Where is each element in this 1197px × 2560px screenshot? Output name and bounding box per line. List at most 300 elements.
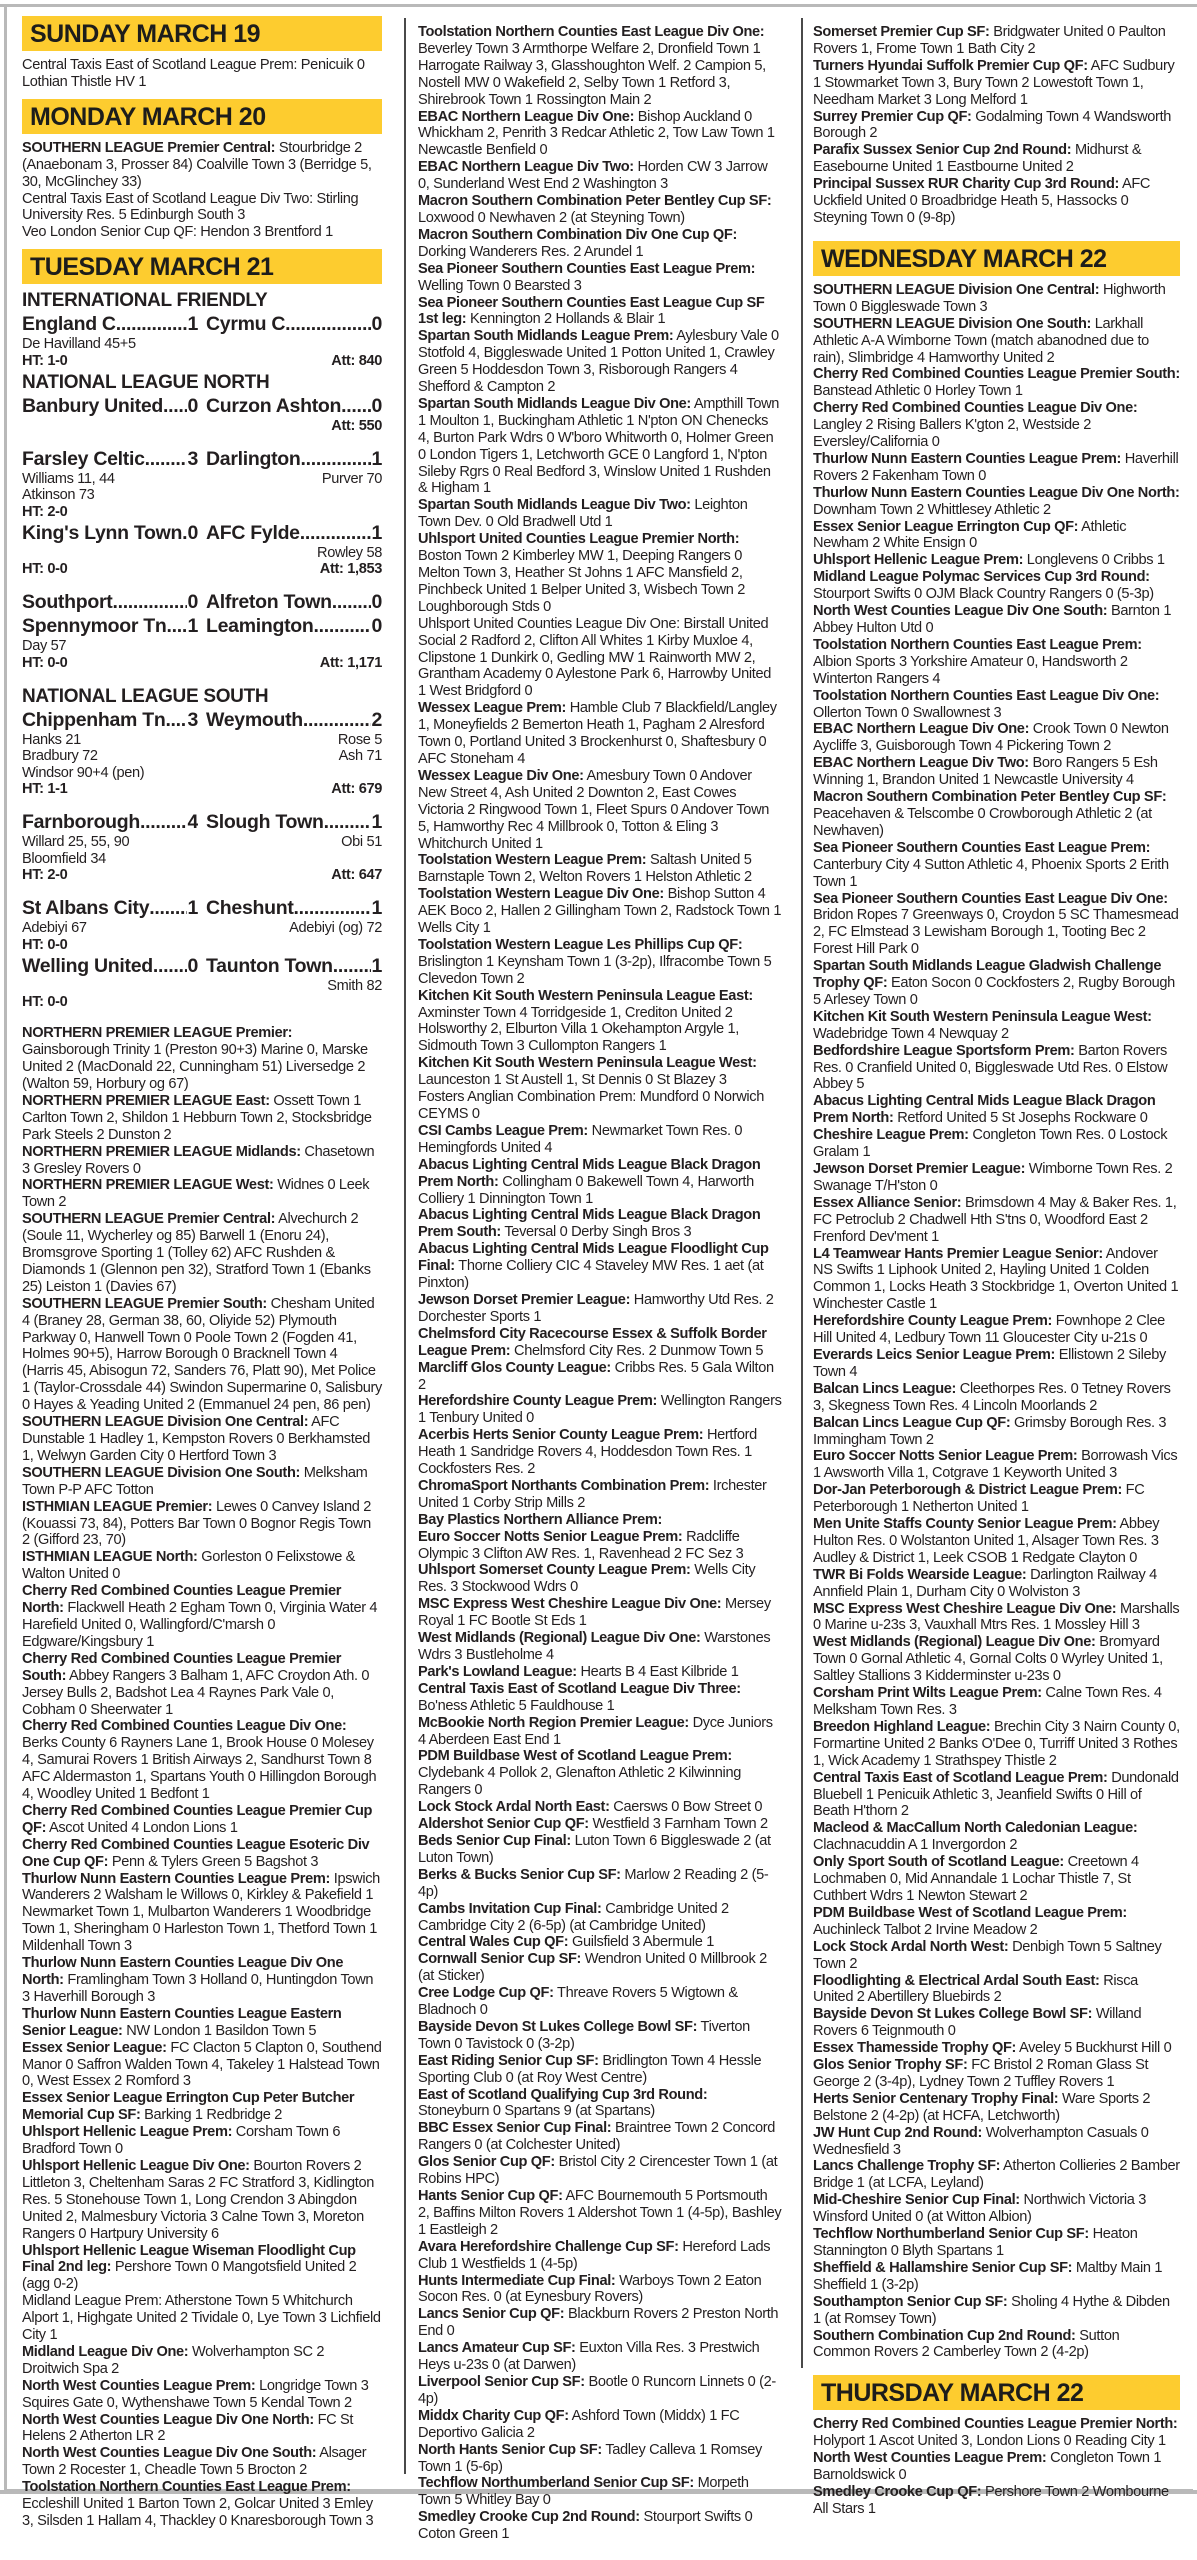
result-entry	[22, 1718, 382, 1803]
scoreline	[22, 590, 382, 614]
match-meta	[22, 994, 382, 1011]
league-name: NORTHERN PREMIER LEAGUE Midlands:	[22, 1143, 301, 1160]
league-name: Parafix Sussex Senior Cup 2nd Round:	[813, 142, 1072, 159]
match-results: Ossett Town 1 Carlton Town 2, Shildon 1 Hebburn Town 2, Stocksbridge Park Steels 2 Dunston 2	[22, 1092, 372, 1143]
match-results: Larkhall Athletic A-A Wimborne Town (match abanodned due to rain), Slimbridge 4 Hamworthy United 2	[813, 315, 1149, 366]
attendance: Att: 1,853	[319, 561, 382, 578]
result-entry	[418, 1664, 782, 1681]
match-results: Eaton Socon 0 Cockfosters 2, Rugby Borough 5 Arlesey Town 0	[813, 975, 1175, 1008]
match-results: Ampthill Town 1 Moulton 1, Buckingham Athletic 1 N'pton ON Chenecks 4, Burton Park Wdrs 0 W'boro Whitworth 0, Holmer Green 0 London Tigers 1, Letchworth GCE 0 Langford 1, N'pton Sileby Rgrs 0 Real Bedford 3, Winslow United 1 Rushden & Higham 1	[418, 395, 780, 497]
league-name: Uhlsport Hellenic League Wiseman Floodlight Cup Final 2nd leg:	[22, 2242, 356, 2276]
match-results: Cleethorpes Res. 0 Tetney Rovers 3, Skegness Town Res. 4 Lincoln Moorlands 2	[813, 1380, 1171, 1414]
team-name: Alfreton Town	[206, 591, 332, 614]
match-results: Barking 1 Redbridge 2	[140, 2107, 283, 2124]
result-entry	[22, 2124, 382, 2158]
league-name: Thurlow Nunn Eastern Counties League Prem:	[813, 450, 1122, 467]
league-name: Toolstation Western League Prem:	[418, 852, 647, 869]
match-results: Sutton Common Rovers 2 Camberley Town 2 (4-2p)	[813, 2327, 1120, 2361]
league-name: Acerbis Herts Senior County League Prem:	[418, 1427, 704, 1444]
league-name: Avara Herefordshire Challenge Cup SF:	[418, 2238, 679, 2255]
league-name: EBAC Northern League Div Two:	[813, 755, 1029, 772]
result-entry	[22, 2378, 382, 2412]
match-results: Blackburn Rovers 2 Preston North End 0	[418, 2306, 779, 2340]
league-name: Hants Senior Cup QF:	[418, 2188, 563, 2204]
result-entry	[418, 2273, 782, 2307]
match-results: Irchester United 1 Corby Strip Mills 2	[418, 1477, 767, 1511]
match-results: NW London 1 Basildon Town 5	[122, 2022, 317, 2039]
result-entry	[813, 1043, 1180, 1094]
match-results: Ashford Town (Middx) 1 FC Deportivo Galicia 2	[418, 2407, 740, 2441]
league-name: Bedfordshire League Sportsform Prem:	[813, 1042, 1075, 1059]
result-entry	[813, 109, 1180, 143]
result-entry	[418, 1478, 782, 1512]
league-name: Jewson Dorset Premier League:	[418, 1291, 631, 1308]
team-name: Leamington	[206, 615, 314, 638]
league-name: Uhlsport Hellenic League Div One:	[22, 2157, 250, 2174]
league-name: Essex Thamesside Trophy QF:	[813, 2040, 1017, 2057]
competition-title: NATIONAL LEAGUE NORTH	[22, 371, 270, 393]
result-entry	[418, 159, 782, 193]
result-entry	[813, 1448, 1180, 1482]
result-entry	[418, 1596, 782, 1630]
team-name: Darlington	[206, 447, 301, 470]
result-entry	[813, 2226, 1180, 2260]
match-results: Maltby Main 1 Sheffield 1 (3-2p)	[813, 2259, 1163, 2293]
match-results: Framlingham Town 3 Holland 0, Huntingdon Town 3 Haverhill Borough 3	[22, 1972, 374, 2005]
match-results: Canterbury City 4 Sutton Athletic 4, Phoenix Sports 2 Erith Town 1	[813, 856, 1169, 890]
result-entry	[418, 1799, 782, 1816]
attendance: Att: 1,171	[319, 654, 382, 671]
match-results: Gainsborough Trinity 1 (Preston 90+3) Marine 0, Marske United 2 (MacDonald 22, Cunningham 51) Liversedge 2 (Walton 59, Horbury og 67)	[22, 1042, 368, 1092]
match-results: Northwich Victoria 3 Winsford United 0 (at Witton Albion)	[813, 2192, 1147, 2226]
result-entry	[813, 1415, 1180, 1449]
match-results: Chesham United 4 (Braney 28, German 38, 60, Oliyide 52) Plymouth Parkway 0, Hanwell Town 0 Poole Town 2 (Fogden 41, Holmes 90+5), Harrow Borough 0 Bracknell Town 4 (Harris 45, Abisogun 72, Sanders 76, Platt 90), Met Police 1 (Taylor-Crossdale 44) Swindon Supermarine 0, Salisbury 0 Hayes & Yeading United 2 (Emmanuel 24 pen, 86 pen)	[22, 1295, 383, 1414]
match-report	[22, 590, 382, 614]
match-results: AFC Dunstable 1 Hadley 1, Kempston Rovers 0 Berkhamsted 1, Welwyn Garden City 0 Hertford Town 3	[22, 1414, 370, 1464]
scorer: Atkinson 73	[22, 487, 95, 504]
league-name: Uhlsport Hellenic League Prem:	[813, 552, 1024, 569]
result-entry	[813, 24, 1180, 58]
match-results: AFC Sudbury 1 Stowmarket Town 3, Bury Town 2 Lowestoft Town 1, Needham Market 3 Long Melford 1	[813, 57, 1175, 108]
league-name: Aldershot Senior Cup QF:	[418, 1816, 589, 1833]
result-entry	[418, 1393, 782, 1427]
result-entry	[22, 2090, 382, 2124]
home-team	[22, 394, 198, 418]
league-name: Wessex League Prem:	[418, 700, 567, 717]
column-left	[22, 14, 382, 2530]
match-results: Corsham Town 6 Bradford Town 0	[22, 2124, 341, 2158]
league-name: PDM Buildbase West of Scotland League Prem:	[418, 1748, 732, 1765]
result-entry	[813, 400, 1180, 451]
league-name: NORTHERN PREMIER LEAGUE West:	[22, 1177, 274, 1194]
match-results: Hamble Club 7 Blackfield/Langley 1, Moneyfields 2 Bemerton Heath 1, Pagham 2 Alresford Town 0, Portland United 3 Brockenhurst 0, Shaftesbury 0 AFC Stoneham 4	[418, 700, 777, 767]
result-entry	[22, 1955, 382, 2006]
match-results: Heaton Stannington 0 Blyth Spartans 1	[813, 2226, 1138, 2259]
result-entry	[813, 519, 1180, 553]
league-name: Macleod & MacCallum North Caledonian League:	[813, 1820, 1138, 1837]
league-name: Midland League Div One:	[22, 2343, 189, 2360]
match-results: Clydebank 4 Pollok 2, Glenafton Athletic 2 Kilwinning Rangers 0	[418, 1765, 741, 1799]
match-results: Axminster Town 4 Torridgeside 1, Crediton United 2 Holsworthy 2, Elburton Villa 1 Okehampton Argyle 1, Sidmouth Town 3 Cullompton Rangers 1	[418, 1004, 739, 1055]
team-name: St Albans City	[22, 897, 150, 920]
league-name: Marcliff Glos County League:	[418, 1359, 611, 1376]
half-time-score: HT: 2-0	[22, 867, 68, 884]
match-results: Hertford Heath 1 Sandridge Rovers 4, Hoddesdon Town Res. 1 Cockfosters Res. 2	[418, 1427, 757, 1478]
result-entry	[22, 140, 382, 191]
league-name: Uhlsport Hellenic League Prem:	[22, 2124, 233, 2141]
league-name: Kitchen Kit South Western Peninsula League West:	[418, 1055, 757, 1072]
leader-dots	[303, 708, 372, 732]
result-entry	[22, 2344, 382, 2378]
league-name: Turners Hyundai Suffolk Premier Cup QF:	[813, 57, 1088, 74]
match-results: Warboys Town 2 Eaton Socon Res. 0 (at Eynesbury Rovers)	[418, 2272, 762, 2306]
match-results: Horden CW 3 Jarrow 0, Sunderland West End 2 Washington 3	[418, 159, 768, 193]
match-results: Haverhill Rovers 2 Fakenham Town 0	[813, 450, 1179, 484]
match-results: Retford United 5 St Josephs Rockware 0	[893, 1110, 1148, 1127]
scorer: Williams 11, 44	[22, 470, 115, 487]
result-entry	[813, 58, 1180, 109]
league-name: East Riding Senior Cup SF:	[418, 2052, 599, 2069]
day-header-tuesday: TUESDAY MARCH 21	[22, 249, 382, 284]
result-entry	[813, 1482, 1180, 1516]
match-results: Peacehaven & Telscombe 0 Crowborough Athletic 2 (at Newhaven)	[813, 805, 1152, 839]
result-entry	[418, 1360, 782, 1394]
scorer: Adebiyi (og) 72	[289, 920, 382, 937]
match-results: Stourport Swifts 0 OJM Black Country Rangers 0 (5-3p)	[813, 586, 1154, 603]
match-report	[22, 521, 382, 579]
match-report	[22, 708, 382, 799]
spacer	[22, 435, 382, 447]
team-score: 1	[187, 313, 198, 336]
match-results: Veo London Senior Cup QF: Hendon 3 Brentford 1	[22, 224, 333, 241]
result-entry	[813, 1009, 1180, 1043]
league-name: Park's Lowland League:	[418, 1663, 577, 1680]
half-time-score: HT: 0-0	[22, 561, 68, 578]
scorer: Rose 5	[337, 731, 382, 748]
league-name: Toolstation Northern Counties East League Div One:	[813, 687, 1160, 704]
result-entry	[22, 1499, 382, 1550]
goalscorers	[22, 336, 382, 353]
home-team	[22, 614, 198, 638]
league-name: Floodlighting & Electrical Ardal South East:	[813, 1972, 1100, 1989]
result-entry	[813, 2328, 1180, 2362]
result-entry	[418, 2120, 782, 2154]
result-entry	[418, 2442, 782, 2476]
league-name: Bay Plastics Northern Alliance Prem:	[418, 1511, 662, 1528]
match-results: AFC Uckfield United 0 Broadbridge Heath 5, Hassocks 0 Steyning Town 0 (9-8p)	[813, 176, 1151, 226]
league-name: Cherry Red Combined Counties League Esoteric Div One Cup QF:	[22, 1836, 370, 1870]
match-results: Penn & Tylers Green 5 Bagshot 3	[108, 1853, 319, 1870]
match-results: Bourton Rovers 2 Littleton 3, Cheltenham Saras 2 FC Stratford 3, Kidlington Res. 5 Stonehouse Town 1, Long Crendon 3 Abingdon United 2, Malmesbury Victoria 3 Calne Town 3, Moreton Rangers 0 Hartpury University 6	[22, 2157, 375, 2242]
away-team	[206, 708, 382, 732]
result-entry	[418, 1816, 782, 1833]
monday-results	[22, 140, 382, 241]
match-results: Downham Town 2 Whittlesey Athletic 2	[813, 501, 1051, 518]
result-entry	[418, 988, 782, 1056]
match-results: Boro Rangers 5 Esh Winning 1, Brandon United 1 Newcastle University 4	[813, 755, 1158, 789]
result-entry	[418, 531, 782, 616]
league-name: Cornwall Senior Cup SF:	[418, 1951, 582, 1968]
league-name: North Hants Senior Cup SF:	[418, 2441, 602, 2458]
result-entry	[813, 2125, 1180, 2159]
match-results: Grimsby Borough Res. 3 Immingham Town 2	[813, 1414, 1167, 1448]
result-entry	[813, 2158, 1180, 2192]
result-entry	[418, 768, 782, 853]
team-score: 0	[371, 591, 382, 614]
result-entry	[418, 1207, 782, 1241]
match-results: Bootle 0 Runcorn Linnets 0 (2-4p)	[418, 2373, 776, 2407]
match-results: Chelmsford City Res. 2 Dunmow Town 5	[510, 1342, 764, 1359]
league-name: Glos Senior Trophy SF:	[813, 2057, 968, 2074]
match-results: Launceston 1 St Austell 1, St Dennis 0 St Blazey 3	[418, 1072, 727, 1089]
league-name: ChromaSport Northants Combination Prem:	[418, 1477, 710, 1494]
league-name: North West Counties League Prem:	[22, 2377, 256, 2394]
match-results: Amesbury Town 0 Andover New Street 4, Ash United 2 Downton 2, East Cowes Victoria 2 Ringwood Town 1, Fleet Spurs 0 Andover Town 5, Hamworthy Rec 4 Millbrook 0, Totton & Eling 3 Whitchurch United 1	[418, 767, 770, 852]
leader-dots	[332, 590, 372, 614]
result-entry	[418, 1867, 782, 1901]
league-name: Cherry Red Combined Counties League Premier North:	[22, 1583, 342, 1617]
league-name: Lancs Challenge Trophy SF:	[813, 2158, 1001, 2175]
match-results: Risca United 2 Abertillery Bluebirds 2	[813, 1972, 1138, 2006]
league-name: Abacus Lighting Central Mids League Black Dragon Prem South:	[418, 1207, 761, 1241]
team-name: Curzon Ashton	[206, 394, 342, 417]
spacer	[22, 672, 382, 684]
match-results: Wendron United 0 Millbrook 2 (at Sticker)	[418, 1951, 767, 1985]
league-name: Herts Senior Centenary Trophy Final:	[813, 2090, 1059, 2107]
team-name: Welling United	[22, 954, 153, 977]
team-score: 0	[371, 615, 382, 638]
goalscorers	[22, 471, 382, 504]
match-results: Ascot United 4 London Lions 1	[46, 1819, 238, 1836]
result-entry	[418, 1089, 782, 1123]
league-name: MSC Express West Cheshire League Div One:	[418, 1596, 722, 1613]
tuesday-results-col3	[813, 24, 1180, 227]
match-results: AFC Bournemouth 5 Portsmouth 2, Baffins Milton Rovers 1 Aldershot Town 1 (4-5p), Bashley 1 Eastleigh 2	[418, 2188, 782, 2238]
league-name: Men Unite Staffs County Senior League Prem:	[813, 1516, 1117, 1533]
match-results: Eccleshill United 1 Barton Town 2, Golcar United 3 Emley 3, Silsden 1 Hallam 4, Thackley 0 Knaresborough Town 3	[22, 2496, 374, 2529]
result-entry	[813, 1161, 1180, 1195]
match-results: Longlevens 0 Cribbs 1	[1023, 552, 1165, 569]
result-entry	[418, 2408, 782, 2442]
league-name: Lock Stock Ardal North East:	[418, 1799, 610, 1816]
league-name: TWR Bi Folds Wearside League:	[813, 1566, 1027, 1583]
match-results: Denbigh Town 5 Saltney Town 2	[813, 1938, 1162, 1972]
tuesday-results-col2	[418, 24, 782, 2543]
result-entry	[813, 316, 1180, 367]
league-name: North West Counties League Prem:	[813, 2450, 1047, 2467]
sunday-results	[22, 57, 382, 91]
league-name: Only Sport South of Scotland League:	[813, 1854, 1064, 1871]
team-name: Farnborough	[22, 811, 141, 834]
result-entry	[22, 2040, 382, 2091]
result-entry	[418, 1529, 782, 1563]
result-entry	[22, 1583, 382, 1651]
result-entry	[418, 1562, 782, 1596]
result-entry	[418, 2306, 782, 2340]
league-name: Sheffield & Hallamshire Senior Cup SF:	[813, 2259, 1073, 2276]
scoreline	[22, 896, 382, 920]
result-entry	[418, 109, 782, 160]
column-right	[813, 14, 1180, 2518]
match-results: Mersey Royal 1 FC Bootle St Eds 1	[418, 1596, 771, 1630]
result-entry	[813, 485, 1180, 519]
result-entry	[22, 1296, 382, 1414]
goalscorers	[22, 920, 382, 937]
match-results: Congleton Town 1 Barnoldswick 0	[813, 2450, 1162, 2484]
league-name: East of Scotland Qualifying Cup 3rd Round:	[418, 2086, 708, 2103]
match-results: Luton Town 6 Biggleswade 2 (at Luton Town)	[418, 1832, 771, 1866]
result-entry	[418, 2019, 782, 2053]
league-name: Techflow Northumberland Senior Cup SF:	[813, 2226, 1089, 2243]
match-results: Collingham 0 Bakewell Town 4, Harworth Colliery 1 Dinnington Town 1	[418, 1173, 754, 1207]
match-results: Bridlington Town 4 Hessle Sporting Club 0 (at Roy West Centre)	[418, 2052, 762, 2086]
league-name: Spartan South Midlands League Div One:	[418, 395, 691, 412]
match-results: FC Peterborough 1 Netherton United 1	[813, 1482, 1145, 1516]
result-entry	[418, 1241, 782, 1292]
league-name: Middx Charity Cup QF:	[418, 2407, 569, 2424]
match-results: Braintree Town 2 Concord Rangers 0 (at Colchester United)	[418, 2120, 776, 2154]
league-name: EBAC Northern League Div Two:	[418, 159, 634, 176]
result-entry	[22, 1414, 382, 1465]
league-name: Sea Pioneer Southern Counties East League Prem:	[418, 260, 756, 277]
match-results: Bridon Ropes 7 Greenways 0, Croydon 5 SC Thamesmead 2, FC Elmstead 3 Lewisham Borough 1, Tooting Bec 2 Forest Hill Park 0	[813, 907, 1179, 958]
league-name: Cherry Red Combined Counties League Premier South:	[22, 1650, 342, 1684]
result-entry	[418, 1934, 782, 1951]
match-results: Crook Town 0 Newton Aycliffe 3, Guisborough Town 4 Pickering Town 2	[813, 721, 1169, 755]
league-name: Sea Pioneer Southern Counties East League Cup SF 1st leg:	[418, 294, 765, 328]
scorer: Adebiyi 67	[22, 920, 87, 937]
team-score: 3	[187, 708, 198, 731]
result-entry	[418, 886, 782, 937]
league-name: EBAC Northern League Div One:	[418, 108, 635, 125]
match-results: FC Bristol 2 Roman Glass St George 2 (3-4p), Lydney Town 2 Tuffley Rovers 1	[813, 2057, 1149, 2090]
match-results: Threave Rovers 5 Wigtown & Bladnoch 0	[418, 1985, 738, 2019]
match-results: Caersws 0 Bow Street 0	[609, 1799, 763, 1816]
result-entry	[418, 1715, 782, 1749]
result-entry	[418, 1951, 782, 1985]
league-name: Uhlsport Somerset County League Prem:	[418, 1562, 691, 1579]
result-entry	[813, 1195, 1180, 1246]
match-results: Marlow 2 Reading 2 (5-4p)	[418, 1866, 769, 1900]
match-meta	[22, 504, 382, 521]
scorer: Smith 82	[327, 977, 382, 994]
team-score: 0	[187, 591, 198, 614]
match-results: Banstead Athletic 0 Horley Town 1	[813, 383, 1023, 400]
result-entry	[813, 2040, 1180, 2057]
spacer	[22, 578, 382, 590]
league-name: West Midlands (Regional) League Div One:	[418, 1630, 701, 1647]
away-team	[206, 312, 382, 336]
league-name: Macron Southern Combination Peter Bentley Cup SF:	[813, 789, 1167, 806]
result-entry	[418, 2053, 782, 2087]
competition-title: INTERNATIONAL FRIENDLY	[22, 290, 268, 312]
match-meta	[22, 655, 382, 672]
league-name: Kitchen Kit South Western Peninsula League East:	[418, 987, 753, 1004]
result-entry	[418, 1748, 782, 1799]
result-entry	[813, 1313, 1180, 1347]
result-entry	[813, 1820, 1180, 1854]
result-entry	[813, 2091, 1180, 2125]
half-time-score: HT: 2-0	[22, 503, 68, 520]
match-results: Wells City Res. 3 Stockwood Wdrs 0	[418, 1562, 756, 1596]
league-name: Sea Pioneer Southern Counties East League Prem:	[813, 839, 1151, 856]
match-results: Albion Sports 3 Yorkshire Amateur 0, Handsworth 2 Winterton Rangers 4	[813, 653, 1128, 687]
away-team	[206, 810, 382, 834]
league-name: Toolstation Northern Counties East League Div One:	[418, 24, 765, 40]
team-name: England C	[22, 313, 116, 336]
team-score: 1	[371, 954, 382, 977]
result-entry	[418, 261, 782, 295]
scoreline	[22, 447, 382, 471]
result-entry	[813, 1093, 1180, 1127]
leader-dots	[153, 954, 188, 978]
league-name: Toolstation Western League Div One:	[418, 886, 664, 903]
scorer: Bloomfield 34	[22, 850, 106, 867]
league-name: CSI Cambs League Prem:	[418, 1122, 588, 1139]
league-name: BBC Essex Senior Cup Final:	[418, 2120, 612, 2137]
match-results: Bo'ness Athletic 5 Fauldhouse 1	[418, 1697, 615, 1714]
league-name: West Midlands (Regional) League Div One:	[813, 1634, 1096, 1651]
league-name: Uhlsport United Counties League Premier North:	[418, 531, 740, 548]
match-results: Boston Town 2 Kimberley MW 1, Deeping Rangers 0 Melton Town 3, Heather St Johns 1 AFC Mansfield 2, Pinchbeck United 1 Belper United 3, Wisbech Town 2 Loughborough Stds 0	[418, 548, 745, 615]
league-name: SOUTHERN LEAGUE Division One South:	[22, 1464, 301, 1481]
league-name: Dor-Jan Peterborough & District League Prem:	[813, 1482, 1122, 1499]
result-entry	[813, 2260, 1180, 2294]
league-name: SOUTHERN LEAGUE Division One Central:	[22, 1414, 309, 1431]
result-entry	[813, 282, 1180, 316]
result-entry	[813, 176, 1180, 227]
match-results: FC St Helens 2 Atherton LR 2	[22, 2411, 354, 2445]
match-results: Bromyard Town 0 Gornal Athletic 4, Gornal Colts 0 Wyrley United 1, Saltley Stallions 3 Kidderminster u-23s 0	[813, 1634, 1163, 1685]
match-results: Ollerton Town 0 Swallownest 3	[813, 704, 1002, 721]
result-entry	[22, 2243, 382, 2294]
scorer: Hanks 21	[22, 731, 81, 748]
league-name: Essex Senior League Errington Cup Peter Butcher Memorial Cup SF:	[22, 2090, 355, 2124]
match-results: Atherton Collieries 2 Bamber Bridge 1 (at LCFA, Leyland)	[813, 2158, 1180, 2192]
result-entry	[813, 755, 1180, 789]
match-results: Wellington Rangers 1 Tenbury United 0	[418, 1393, 782, 1427]
league-name: Mid-Cheshire Senior Cup Final:	[813, 2192, 1020, 2209]
result-entry	[813, 1905, 1180, 1939]
competition-title: NATIONAL LEAGUE SOUTH	[22, 685, 269, 707]
result-entry	[813, 1719, 1180, 1770]
match-results: Beverley Town 3 Armthorpe Welfare 2, Dronfield Town 1 Harrogate Railway 3, Glasshoughton Welf. 2 Campion 5, Nostell MW 0 Wakefield 2, Selby Town 1 Retford 3, Shirebrook Town 1 Rossington Main 2	[418, 40, 766, 108]
result-entry	[418, 1630, 782, 1664]
league-name: Cherry Red Combined Counties League Premier North:	[813, 2416, 1178, 2433]
league-name: NORTHERN PREMIER LEAGUE Premier:	[22, 1025, 293, 1042]
result-entry	[418, 295, 782, 329]
league-name: EBAC Northern League Div One:	[813, 721, 1030, 738]
match-results: Ware Sports 2 Belstone 2 (4-2p) (at HCFA, Letchworth)	[813, 2090, 1151, 2124]
result-entry	[22, 2006, 382, 2040]
half-time-score: HT: 1-0	[22, 352, 68, 369]
goalscorers	[22, 978, 382, 995]
team-name: Slough Town	[206, 811, 324, 834]
result-entry	[22, 224, 382, 241]
match-results: Highworth Town 0 Biggleswade Town 3	[813, 281, 1166, 315]
result-entry	[813, 891, 1180, 959]
scorer: Windsor 90+4 (pen)	[22, 764, 145, 781]
result-entry	[813, 603, 1180, 637]
match-results: Kennington 2 Hollands & Blair 1	[466, 311, 666, 328]
league-name: Thurlow Nunn Eastern Counties League Div One North:	[22, 1955, 344, 1988]
result-entry	[418, 1985, 782, 2019]
half-time-score: HT: 0-0	[22, 994, 68, 1011]
league-name: Principal Sussex RUR Charity Cup 3rd Round:	[813, 176, 1120, 193]
team-score: 0	[371, 313, 382, 336]
match-results: Abbey Hulton Res. 0 Wolstanton United 1, Alsager Town Res. 3 Audley & District 1, Leek CSOB 1 Redgate Clayton 0	[813, 1516, 1160, 1566]
league-name: Essex Senior League Errington Cup QF:	[813, 518, 1079, 535]
